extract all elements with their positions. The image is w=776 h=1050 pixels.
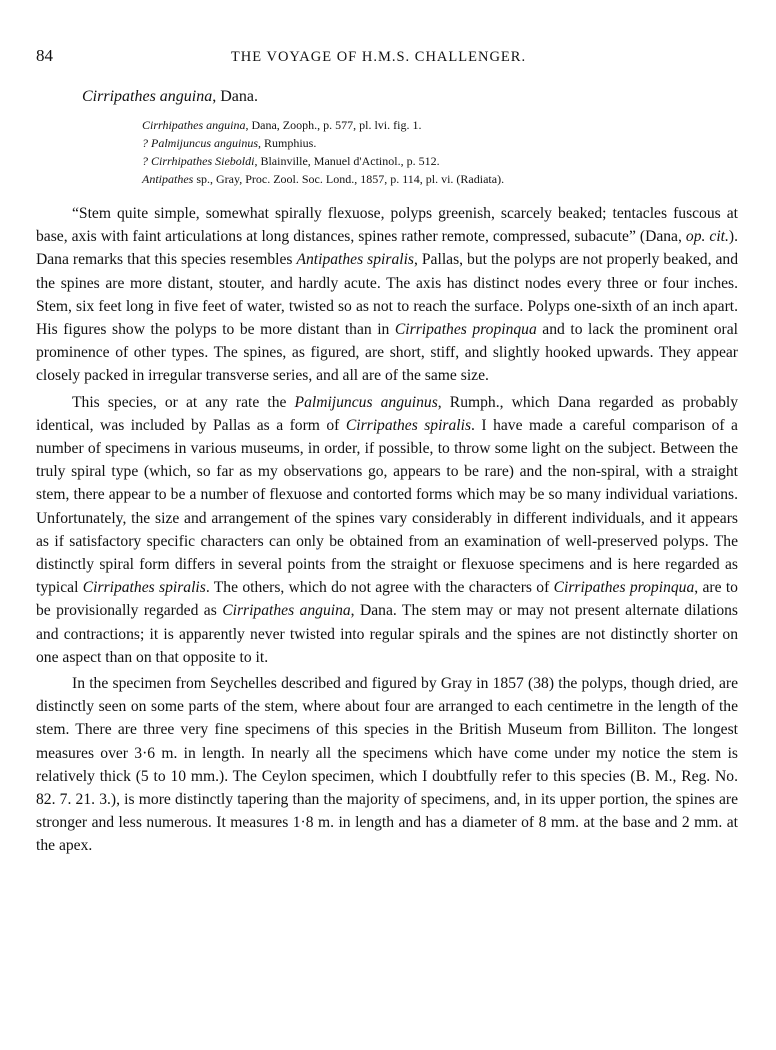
page [36,46,738,861]
synonymy-list [142,116,738,188]
italic-taxon: Cirripathes spiralis [82,579,206,597]
body-paragraph: “Stem quite simple, somewhat spirally flexuose, polyps greenish, scarcely beaked; tentacles fuscous at base, axis with faint articulations at long distances, spines rather remote, compressed, subacute” (Dana, op. cit.). Dana remarks that this species resembles Antipathes spiralis, Pallas, but the polyps are not properly beaked, and the spines are more distant, stouter, and hardly acute. The axis has distinct nodes every three or four inches. Stem, six feet long in five feet of water, twisted so as not to reach the surface. Polyps one-sixth of an inch apart. His figures show the polyps to be more distant than in Cirripathes propinqua and to lack the prominent oral prominence of other types. The spines, as figured, are short, stiff, and slightly hooked upwards. They appear closely packed in irregular transverse series, and all are of the same size. [36,205,739,385]
synonym-reference: , Dana, Zooph., p. 577, pl. lvi. fig. 1. [245,118,422,132]
body-text [36,202,738,858]
synonym-reference: sp., Gray, Proc. Zool. Soc. Lond., 1857, p. 114, pl. vi. (Radiata). [193,172,505,186]
synonym-name: ? Cirrhipathes Sieboldi [142,154,255,168]
italic-taxon: Cirripathes anguina [222,602,351,620]
italic-taxon: op. cit. [685,228,729,246]
synonym-entry [142,152,738,170]
italic-taxon: Palmijuncus anguinus [294,393,438,411]
body-paragraph: This species, or at any rate the Palmijuncus anguinus, Rumph., which Dana regarded as probably identical, was included by Pallas as a form of Cirripathes spiralis. I have made a careful comparison of a number of specimens in various museums, in order, if possible, to throw some light on the subject. Between the truly spiral type (which, so far as my observations go, appears to be rare) and the non-spiral, with a straight stem, there appear to be a number of flexuose and contorted forms which may be so many individual variations. Unfortunately, the size and arrangement of the spines vary considerably in different individuals, and it appears as if satisfactory specific characters can only be obtained from an examination of well-preserved polyps. The distinctly spiral form differs in several points from the straight or flexuose specimens and is here regarded as typical Cirripathes spiralis. The others, which do not agree with the characters of Cirripathes propinqua, are to be provisionally regarded as Cirripathes anguina, Dana. The stem may or may not present alternate dilations and contractions; it is apparently never twisted into regular spirals and the spines are not distinctly shorter on one aspect than on that opposite to it. [36,393,738,666]
synonym-name: Antipathes [142,172,194,186]
synonym-reference: , Rumphius. [258,136,317,150]
synonym-entry [142,170,738,188]
species-heading [82,88,738,106]
synonym-name: ? Palmijuncus anguinus [142,136,258,150]
running-header [36,46,738,68]
species-authority: , Dana. [212,88,258,105]
synonym-entry [142,134,738,152]
italic-taxon: Antipathes spiralis [296,251,414,269]
running-title: THE VOYAGE OF H.M.S. CHALLENGER. [230,49,527,65]
italic-taxon: Cirripathes spiralis [345,416,472,434]
body-paragraph: In the specimen from Seychelles described and figured by Gray in 1857 (38) the polyps, though dried, are distinctly seen on some parts of the stem, where about four are arranged to each centimetre in the length of the stem. There are three very fine specimens of this species in the British Museum from Billiton. The longest measures over 3·6 m. in length. In nearly all the specimens which have come under my notice the stem is relatively thick (5 to 10 mm.). The Ceylon specimen, which I doubtfully refer to this species (B. M., Reg. No. 82. 7. 21. 3.), is more distinctly tapering than the majority of specimens, and, in its upper portion, the spines are stronger and less numerous. It measures 1·8 m. in length and has a diameter of 8 mm. at the base and 2 mm. at the apex. [36,675,738,855]
species-name: Cirripathes anguina [82,88,213,105]
italic-taxon: Cirripathes propinqua [553,579,695,597]
synonym-reference: , Blainville, Manuel d'Actinol., p. 512. [254,154,440,168]
synonym-name: Cirrhipathes anguina [142,118,246,132]
page-number: 84 [36,46,53,65]
italic-taxon: Cirripathes propinqua [394,321,537,339]
synonym-entry [142,116,738,134]
